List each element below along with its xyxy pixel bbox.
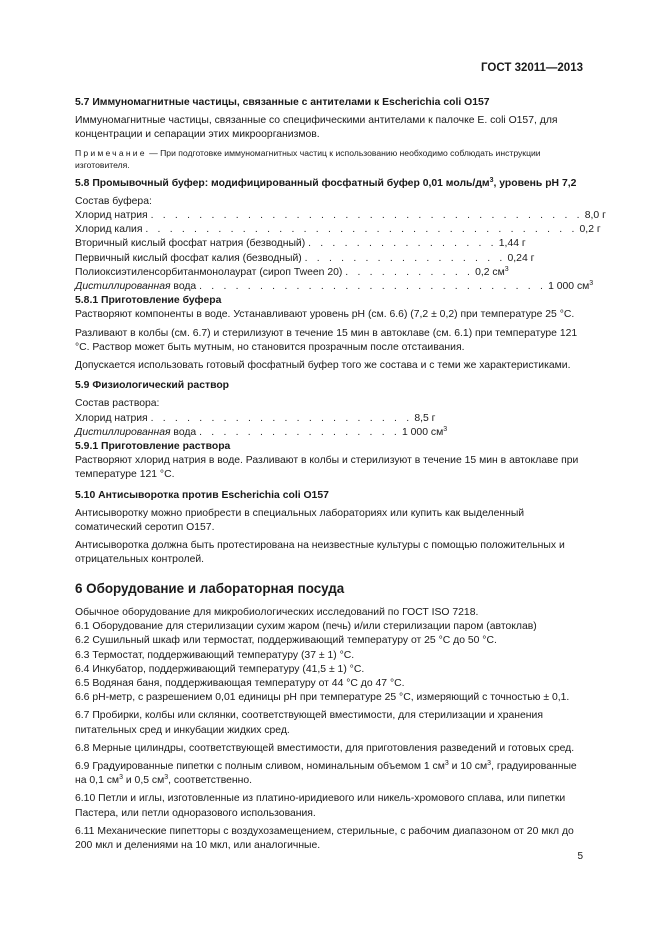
section-5-9-1-p1: Растворяют хлорид натрия в воде. Разливают в колбы и стерилизуют в течение 15 мин в автоклаве при температуре 121 °С. xyxy=(75,455,579,481)
component-amount: 8,0 г xyxy=(584,210,606,222)
section-5-9-1-title: 5.9.1 Приготовление раствора xyxy=(75,441,231,453)
section-5-8-1-p3: Допускается использовать готовый фосфатный буфер того же состава и с теми же характеристиками. xyxy=(75,360,571,372)
component-name: Полиоксиэтиленсорбитанмонолаурат (сироп Tween 20) xyxy=(75,266,343,278)
superscript: 3 xyxy=(444,759,449,767)
leader-dots: . . . . . . . . . . . . . . . . . . . . . . xyxy=(150,412,413,424)
superscript: 3 xyxy=(589,280,594,288)
component-name: Первичный кислый фосфат калия (безводный) xyxy=(75,252,302,264)
section-5-8-title-b: , уровень рН 7,2 xyxy=(493,177,577,189)
leader-dots: . . . . . . . . . . . . . . . . . xyxy=(304,252,506,264)
section-5-7-text: Иммуномагнитные частицы, связанные со специфическими антителами к палочке E. coli O157, для концентрации и сепарации этих микроорганизмов. xyxy=(75,115,558,141)
component-amount: 0,24 г xyxy=(507,252,535,264)
composition-row xyxy=(75,223,601,237)
equipment-item: 6.3 Термостат, поддерживающий температуру (37 ± 1) °С. xyxy=(75,649,355,661)
leader-dots: . . . . . . . . . . . xyxy=(345,266,474,278)
component-name-italic: Дистиллированная xyxy=(75,426,171,438)
page-content xyxy=(75,96,606,853)
equipment-item: 6.11 Механические пипетторы с воздухозамещением, стерильные, с рабочим диапазоном от 20 мкл до 200 мкл и делениями на 10 мкл, или аналогичные. xyxy=(75,825,574,851)
equipment-item-6-9 xyxy=(75,760,581,788)
leader-dots: . . . . . . . . . . . . . . . . . . . . . . . . . . . . . . . . . . . . xyxy=(150,210,583,222)
section-5-10-p1: Антисыворотку можно приобрести в специальных лабораториях или купить как выделенный соматический серотип О157. xyxy=(75,507,525,534)
item-text: , градуированные на 0,1 см xyxy=(75,760,577,787)
component-amount: 0,2 г xyxy=(579,224,601,236)
superscript: 3 xyxy=(164,774,169,782)
section-5-7-note xyxy=(75,147,581,171)
section-6-intro: Обычное оборудование для микробиологических исследований по ГОСТ ISO 7218. xyxy=(75,606,479,618)
component-name-italic: Дистиллированная xyxy=(75,281,171,293)
section-6-title: 6 Оборудование и лабораторная посуда xyxy=(75,580,345,596)
superscript: 3 xyxy=(504,265,509,273)
leader-dots: . . . . . . . . . . . . . . . . . . . . . . . . . . . . . xyxy=(199,281,547,293)
equipment-item: 6.2 Сушильный шкаф или термостат, поддерживающий температуру от 25 °С до 50 °С. xyxy=(75,635,497,647)
page-number: 5 xyxy=(577,851,583,862)
component-name: Хлорид натрия xyxy=(75,210,148,222)
leader-dots: . . . . . . . . . . . . . . . . xyxy=(308,238,497,250)
superscript: 3 xyxy=(487,759,492,767)
composition-row xyxy=(75,237,581,251)
component-amount xyxy=(546,280,593,294)
note-label: Примечание xyxy=(75,147,147,158)
section-5-10-p2: Антисыворотка должна быть протестирована на неизвестные культуры с помощью положительных и отрицательных контролей. xyxy=(75,540,565,566)
composition-row xyxy=(75,426,581,440)
amount-value: 1 000 см xyxy=(548,281,590,293)
component-amount: 8,5 г xyxy=(414,412,436,424)
amount-value: 1 000 см xyxy=(401,426,444,438)
equipment-item: 6.10 Петли и иглы, изготовленные из платино-иридиевого или никель-хромового сплава, или пипетки Пастера, или петли одноразового использования. xyxy=(75,793,566,819)
component-name-rest: вода xyxy=(170,281,197,293)
note-text: — При подготовке иммуномагнитных частиц к использованию необходимо соблюдать инструкции изготовителя. xyxy=(75,147,541,170)
superscript: 3 xyxy=(119,774,123,782)
equipment-item: 6.7 Пробирки, колбы или склянки, соответствующей вместимости, для стерилизации и хранения питательных сред и инкубации жидких сред. xyxy=(75,710,543,736)
component-name xyxy=(75,280,196,294)
item-text: и 10 см xyxy=(448,760,488,772)
item-text: , соответственно. xyxy=(168,775,253,787)
item-text: и 0,5 см xyxy=(122,775,165,787)
component-name: Хлорид калия xyxy=(75,224,143,236)
superscript: 3 xyxy=(489,176,494,184)
document-id: ГОСТ 32011—2013 xyxy=(481,62,583,74)
section-5-7-title: 5.7 Иммуномагнитные частицы, связанные с антителами к Escherichia coli О157 xyxy=(75,97,490,108)
component-amount xyxy=(400,426,447,440)
section-5-8-1-p2: Разливают в колбы (см. 6.7) и стерилизуют в течение 15 мин в автоклаве (см. 6.1) при температуре 121 °С. Раствор может быть мутным, но становится прозрачным после отстаивания. xyxy=(75,327,578,353)
item-text: 6.9 Градуированные пипетки с полным сливом, номинальным объемом 1 см xyxy=(75,760,445,772)
equipment-item: 6.6 рН-метр, с разрешением 0,01 единицы pH при температуре 25 °С, измеряющий с точностью ± 0,1. xyxy=(75,692,570,704)
composition-row xyxy=(75,266,581,280)
amount-value: 0,2 см xyxy=(475,266,505,278)
component-name: Хлорид натрия xyxy=(75,412,148,424)
component-amount xyxy=(473,266,509,280)
section-5-8-1-p1: Растворяют компоненты в воде. Устанавливают уровень pH (см. 6.6) (7,2 ± 0,2) при температуре 25 °С. xyxy=(75,309,575,321)
leader-dots: . . . . . . . . . . . . . . . . . . . . . . . . . . . . . . . . . . . . xyxy=(145,224,578,236)
composition-row xyxy=(75,412,581,426)
composition-row xyxy=(75,252,581,266)
composition-row xyxy=(75,280,594,294)
buffer-composition-heading: Состав буфера: xyxy=(75,195,152,207)
leader-dots: . . . . . . . . . . . . . . . . . xyxy=(199,426,400,438)
composition-row xyxy=(75,209,606,223)
section-5-8-title-a: 5.8 Промывочный буфер: модифицированный фосфатный буфер 0,01 моль/дм xyxy=(75,177,490,189)
superscript: 3 xyxy=(443,425,448,433)
section-5-8-1-title: 5.8.1 Приготовление буфера xyxy=(75,295,222,307)
component-name: Вторичный кислый фосфат натрия (безводный) xyxy=(75,238,306,250)
solution-composition-heading: Состав раствора: xyxy=(75,398,160,410)
section-5-9-title: 5.9 Физиологический раствор xyxy=(75,380,230,392)
component-name xyxy=(75,426,196,440)
component-amount: 1,44 г xyxy=(498,238,526,250)
equipment-item: 6.4 Инкубатор, поддерживающий температуру (41,5 ± 1) °С. xyxy=(75,663,365,675)
section-5-8-title xyxy=(75,177,581,191)
equipment-item: 6.1 Оборудование для стерилизации сухим жаром (печь) и/или стерилизации паром (автоклав) xyxy=(75,621,537,633)
section-5-10-title: 5.10 Антисыворотка против Escherichia coli O157 xyxy=(75,489,329,501)
component-name-rest: вода xyxy=(170,426,197,438)
equipment-item: 6.8 Мерные цилиндры, соответствующей вместимости, для приготовления разведений и готовых сред. xyxy=(75,742,575,754)
equipment-item: 6.5 Водяная баня, поддерживающая температуру от 44 °С до 47 °С. xyxy=(75,677,405,689)
